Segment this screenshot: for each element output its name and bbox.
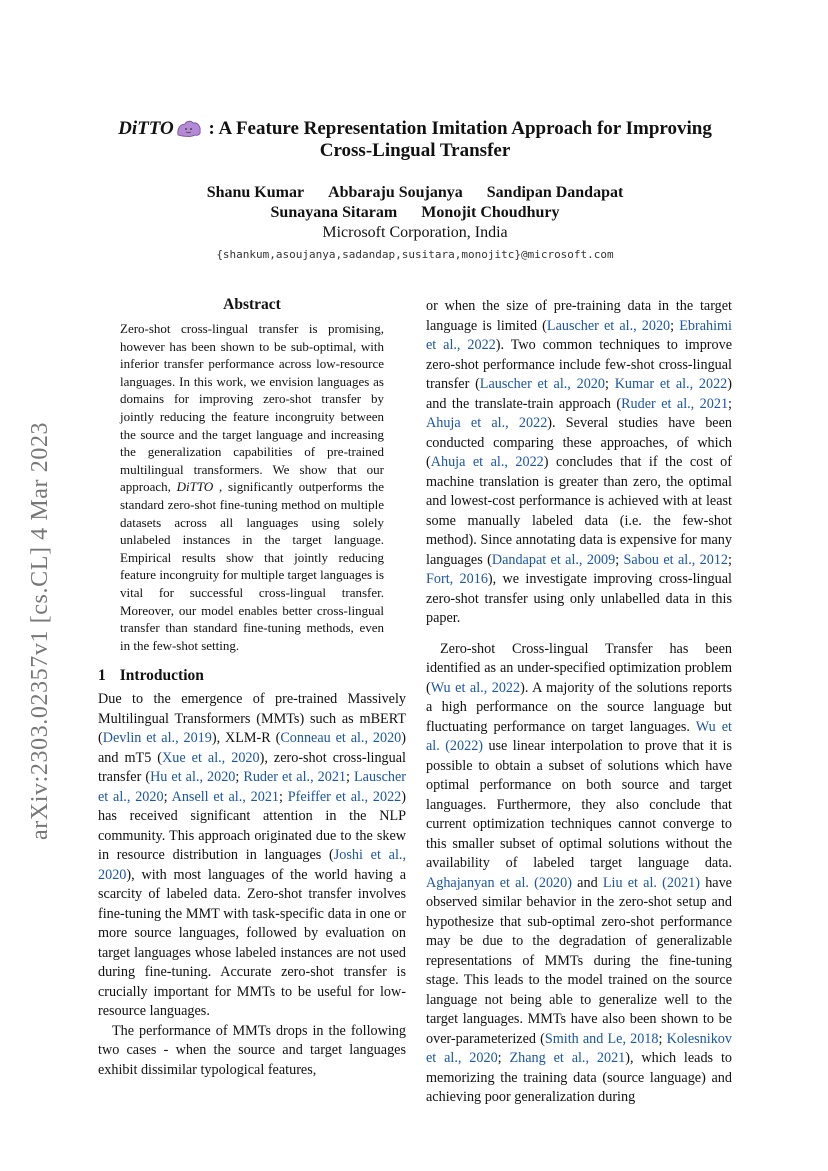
- abstract-part: , significantly outperforms the standard zero-shot fine-tuning method on multiple datasets across all languages using solely unlabeled instances in the target language. Empirical results show that jointly reducing feature incongruity for multiple target languages is vital for successful cross-lingual transfer. Moreover, our model enables better cross-lingual transfer than standard fine-tuning methods, even in the few-shot setting.: [120, 479, 385, 653]
- paragraph-text: Due to the emergence of pre-trained Massively Multilingual Transformers (MMTs) such as mBERT (: [98, 691, 406, 747]
- title-line1: : A Feature Representation Imitation Approach for Improving: [203, 118, 712, 139]
- author-row-2: [100, 203, 730, 223]
- citation-link[interactable]: Ansell et al., 2021: [171, 788, 280, 805]
- paragraph-text: ). A majority of the solutions reports a high performance on the source language but fluctuating performance on target languages.: [426, 679, 732, 735]
- author-name: Shanu Kumar: [206, 184, 305, 201]
- citation-link[interactable]: Dandapat et al., 2009: [491, 551, 616, 568]
- section-number: 1: [98, 667, 106, 685]
- citation-link[interactable]: Ruder et al., 2021: [621, 395, 729, 412]
- intro-paragraph-2: [98, 1022, 406, 1081]
- paragraph-text: ;: [658, 1030, 667, 1047]
- paragraph-text: ). Two common techniques to improve zero-shot performance include few-shot cross-lingual transfer (: [426, 337, 732, 392]
- author-name: Monojit Choudhury: [421, 204, 560, 221]
- left-column: [98, 296, 406, 1080]
- citation-link[interactable]: Kumar et al., 2022: [614, 376, 728, 392]
- paragraph-text: The performance of MMTs drops in the following two cases - when the source and target languages exhibit dissimilar typological features,: [98, 1022, 406, 1078]
- section-heading: [98, 667, 406, 685]
- paragraph-text: ) has received significant attention in the NLP community. This approach originated due to the skew in resource distribution in languages (: [98, 788, 406, 864]
- intro-paragraph-2-cont: [426, 297, 732, 629]
- paragraph-text: ;: [728, 395, 732, 412]
- paragraph-text: ), XLM-R (: [211, 730, 281, 747]
- paragraph-text: ), we investigate improving cross-lingual zero-shot transfer using only unlabelled data in this paper.: [426, 571, 732, 626]
- paragraph-text: ;: [728, 551, 732, 568]
- paragraph-text: ;: [615, 551, 624, 568]
- citation-link[interactable]: Liu et al. (2021): [602, 874, 700, 891]
- paragraph-text: use linear interpolation to prove that it is possible to obtain a subset of solutions which have optimal performance on both source and target languages. Furthermore, they also conclude that current optimization techniques cannot converge to this smaller subset of optimal solutions without the availability of labeled target language data.: [426, 738, 732, 871]
- paragraph-text: ) and mT5 (: [98, 730, 406, 766]
- paragraph-text: ;: [163, 788, 172, 805]
- paragraph-text: ), which leads to memorizing the training data (source language) and achieving poor generalization during: [426, 1050, 732, 1105]
- citation-link[interactable]: Ruder et al., 2021: [243, 769, 347, 786]
- citation-link[interactable]: Ahuja et al., 2022: [426, 415, 548, 431]
- citation-link[interactable]: Devlin et al., 2019: [102, 730, 212, 747]
- right-column: [426, 297, 732, 1108]
- section-title: Introduction: [119, 667, 204, 685]
- abstract-text: [120, 320, 384, 654]
- citation-link[interactable]: Wu et al., 2022: [430, 679, 521, 696]
- affiliation: Microsoft Corporation, India: [322, 224, 508, 241]
- citation-link[interactable]: Xue et al., 2020: [162, 749, 260, 766]
- paragraph-text: ), zero-shot cross-lingual transfer (: [98, 749, 406, 786]
- citation-link[interactable]: Lauscher et al., 2020: [98, 769, 406, 805]
- citation-link[interactable]: Pfeiffer et al., 2022: [287, 788, 402, 805]
- citation-link[interactable]: Hu et al., 2020: [150, 769, 236, 786]
- paragraph-text: ;: [346, 769, 354, 786]
- citation-link[interactable]: Wu et al. (2022): [426, 718, 732, 754]
- author-block: [100, 183, 730, 265]
- citation-link[interactable]: Ebrahimi et al., 2022: [426, 317, 732, 353]
- citation-link[interactable]: Lauscher et al., 2020: [546, 317, 671, 334]
- paragraph-text: Zero-shot Cross-lingual Transfer has been identified as an under-specified optimization problem (: [426, 640, 732, 696]
- title-ditto: DiTTO: [118, 118, 174, 139]
- abstract-part: Zero-shot cross-lingual transfer is promising, however has been shown to be sub-optimal, with inferior transfer performance across low-resource languages. In this work, we envision languages as domains for improving zero-shot transfer by jointly reducing the feature incongruity between the source and the target language and increasing the generalization capabilities of pre-trained multilingual transformers. We show that our approach,: [120, 321, 384, 495]
- paragraph-text: ;: [235, 769, 244, 786]
- paragraph-text: have observed similar behavior in the zero-shot setup and hypothesize that sub-optimal zero-shot performance may be due to the degradation of generalizable representations of MMTs during the fine-tuning stage. This leads to the model trained on the source language not being able to generalize well to the target languages. MMTs have also been shown to be over-parameterized (: [426, 874, 732, 1047]
- author-name: Sunayana Sitaram: [270, 204, 398, 221]
- paragraph-text: ), with most languages of the world having a scarcity of labeled data. Zero-shot transfer involves fine-tuning the MMT with task-specific data in one or more source languages, followed by evaluation on target languages whose labeled instances are not used during fine-tuning. Accurate zero-shot transfer is crucially important for MMTs to be useful for low-resource languages.: [98, 866, 406, 1020]
- ditto-mascot-icon: [176, 119, 202, 137]
- arxiv-stamp: arXiv:2303.02357v1 [cs.CL] 4 Mar 2023: [27, 421, 53, 840]
- citation-link[interactable]: Ahuja et al., 2022: [430, 454, 544, 470]
- intro-paragraph-3: [426, 640, 732, 1108]
- citation-link[interactable]: Joshi et al., 2020: [98, 847, 406, 883]
- citation-link[interactable]: Conneau et al., 2020: [280, 730, 402, 747]
- citation-link[interactable]: Fort, 2016: [426, 571, 488, 587]
- paragraph-text: ) and the translate-train approach (: [426, 376, 733, 412]
- citation-link[interactable]: Lauscher et al., 2020: [479, 376, 605, 392]
- author-emails: {shankum,asoujanya,sadandap,susitara,monojitc}@microsoft.com: [216, 248, 614, 261]
- abstract-heading: Abstract: [223, 296, 281, 313]
- citation-link[interactable]: Zhang et al., 2021: [509, 1050, 626, 1066]
- title-line2: Cross-Lingual Transfer: [319, 140, 511, 161]
- paragraph-text: ) concludes that if the cost of machine translation is greater than zero, the optimal and lowest-cost performance is achieved with at least some manually labeled data (i.e. the few-shot method). Since annotating data is expensive for many languages (: [426, 454, 732, 568]
- abstract-ditto: DiTTO: [176, 479, 214, 495]
- intro-paragraph-1: [98, 690, 406, 1022]
- paragraph-text: and: [571, 874, 603, 891]
- author-row-1: [100, 183, 730, 203]
- paragraph-text: ;: [670, 317, 680, 334]
- paragraph-text: ;: [279, 788, 288, 805]
- author-name: Abbaraju Soujanya: [328, 184, 463, 201]
- citation-link[interactable]: Sabou et al., 2012: [623, 551, 729, 568]
- citation-link[interactable]: Smith and Le, 2018: [544, 1030, 659, 1047]
- citation-link[interactable]: Kolesnikov et al., 2020: [426, 1030, 732, 1066]
- paragraph-text: ). Several studies have been conducted comparing these approaches, of which (: [426, 415, 732, 470]
- paragraph-text: ;: [604, 376, 615, 392]
- paper-title: [90, 118, 740, 162]
- author-name: Sandipan Dandapat: [486, 184, 624, 201]
- citation-link[interactable]: Aghajanyan et al. (2020): [426, 874, 572, 891]
- paragraph-text: or when the size of pre-training data in the target language is limited (: [426, 298, 732, 334]
- paragraph-text: ;: [497, 1050, 510, 1066]
